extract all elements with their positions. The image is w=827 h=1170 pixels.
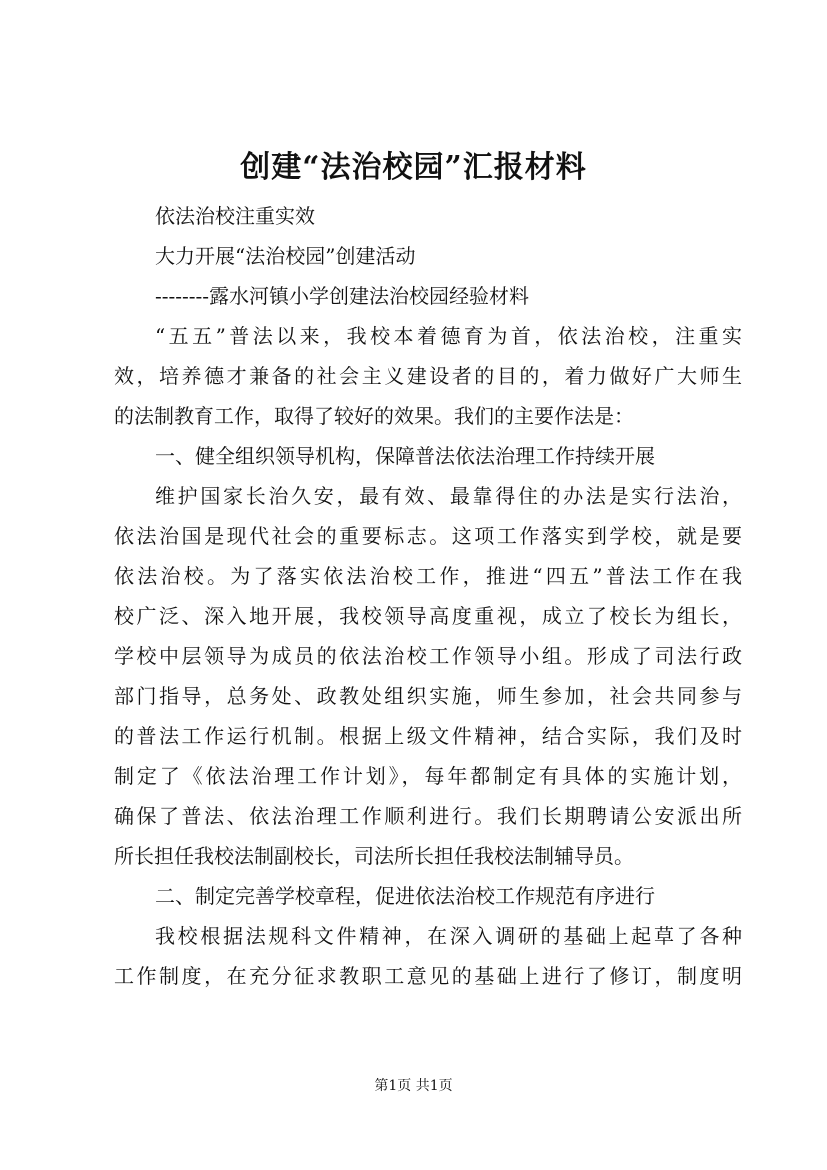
text-line: 依法治国是现代社会的重要标志。这项工作落实到学校，就是要: [114, 524, 742, 548]
text-line: 依法治校注重实效: [155, 204, 315, 228]
text-line: 我校根据法规科文件精神，在深入调研的基础上起草了各种: [155, 924, 742, 948]
text-line: 大力开展“法治校园”创建活动: [155, 244, 416, 268]
text-line: 效，培养德才兼备的社会主义建设者的目的，着力做好广大师生: [114, 364, 742, 388]
text-line: 维护国家长治久安，最有效、最靠得住的办法是实行法治，: [155, 484, 742, 508]
document-title: 创建“法治校园”汇报材料: [240, 150, 587, 185]
text-line: 依法治校。为了落实依法治校工作，推进“四五”普法工作在我: [114, 564, 742, 588]
text-line: 确保了普法、依法治理工作顺利进行。我们长期聘请公安派出所: [114, 804, 742, 828]
text-line: 校广泛、深入地开展，我校领导高度重视，成立了校长为组长，: [114, 604, 742, 628]
text-line: 一、健全组织领导机构，保障普法依法治理工作持续开展: [155, 444, 655, 468]
text-line: 二、制定完善学校章程，促进依法治校工作规范有序进行: [155, 884, 655, 908]
text-line: 工作制度，在充分征求教职工意见的基础上进行了修订，制度明: [114, 964, 742, 988]
text-line: 部门指导，总务处、政教处组织实施，师生参加，社会共同参与: [114, 684, 742, 708]
document-body: [114, 196, 742, 996]
text-line: 学校中层领导为成员的依法治校工作领导小组。形成了司法行政: [114, 644, 742, 668]
text-line: --------露水河镇小学创建法治校园经验材料: [155, 284, 530, 308]
page-footer: 第1页 共1页: [374, 1078, 453, 1094]
text-line: 的法制教育工作，取得了较好的效果。我们的主要作法是：: [114, 404, 634, 428]
text-line: 所长担任我校法制副校长，司法所长担任我校法制辅导员。: [114, 844, 634, 868]
text-line: “五五”普法以来，我校本着德育为首，依法治校，注重实: [155, 324, 742, 348]
text-line: 制定了《依法治理工作计划》，每年都制定有具体的实施计划，: [114, 764, 742, 788]
text-line: 的普法工作运行机制。根据上级文件精神，结合实际，我们及时: [114, 724, 742, 748]
